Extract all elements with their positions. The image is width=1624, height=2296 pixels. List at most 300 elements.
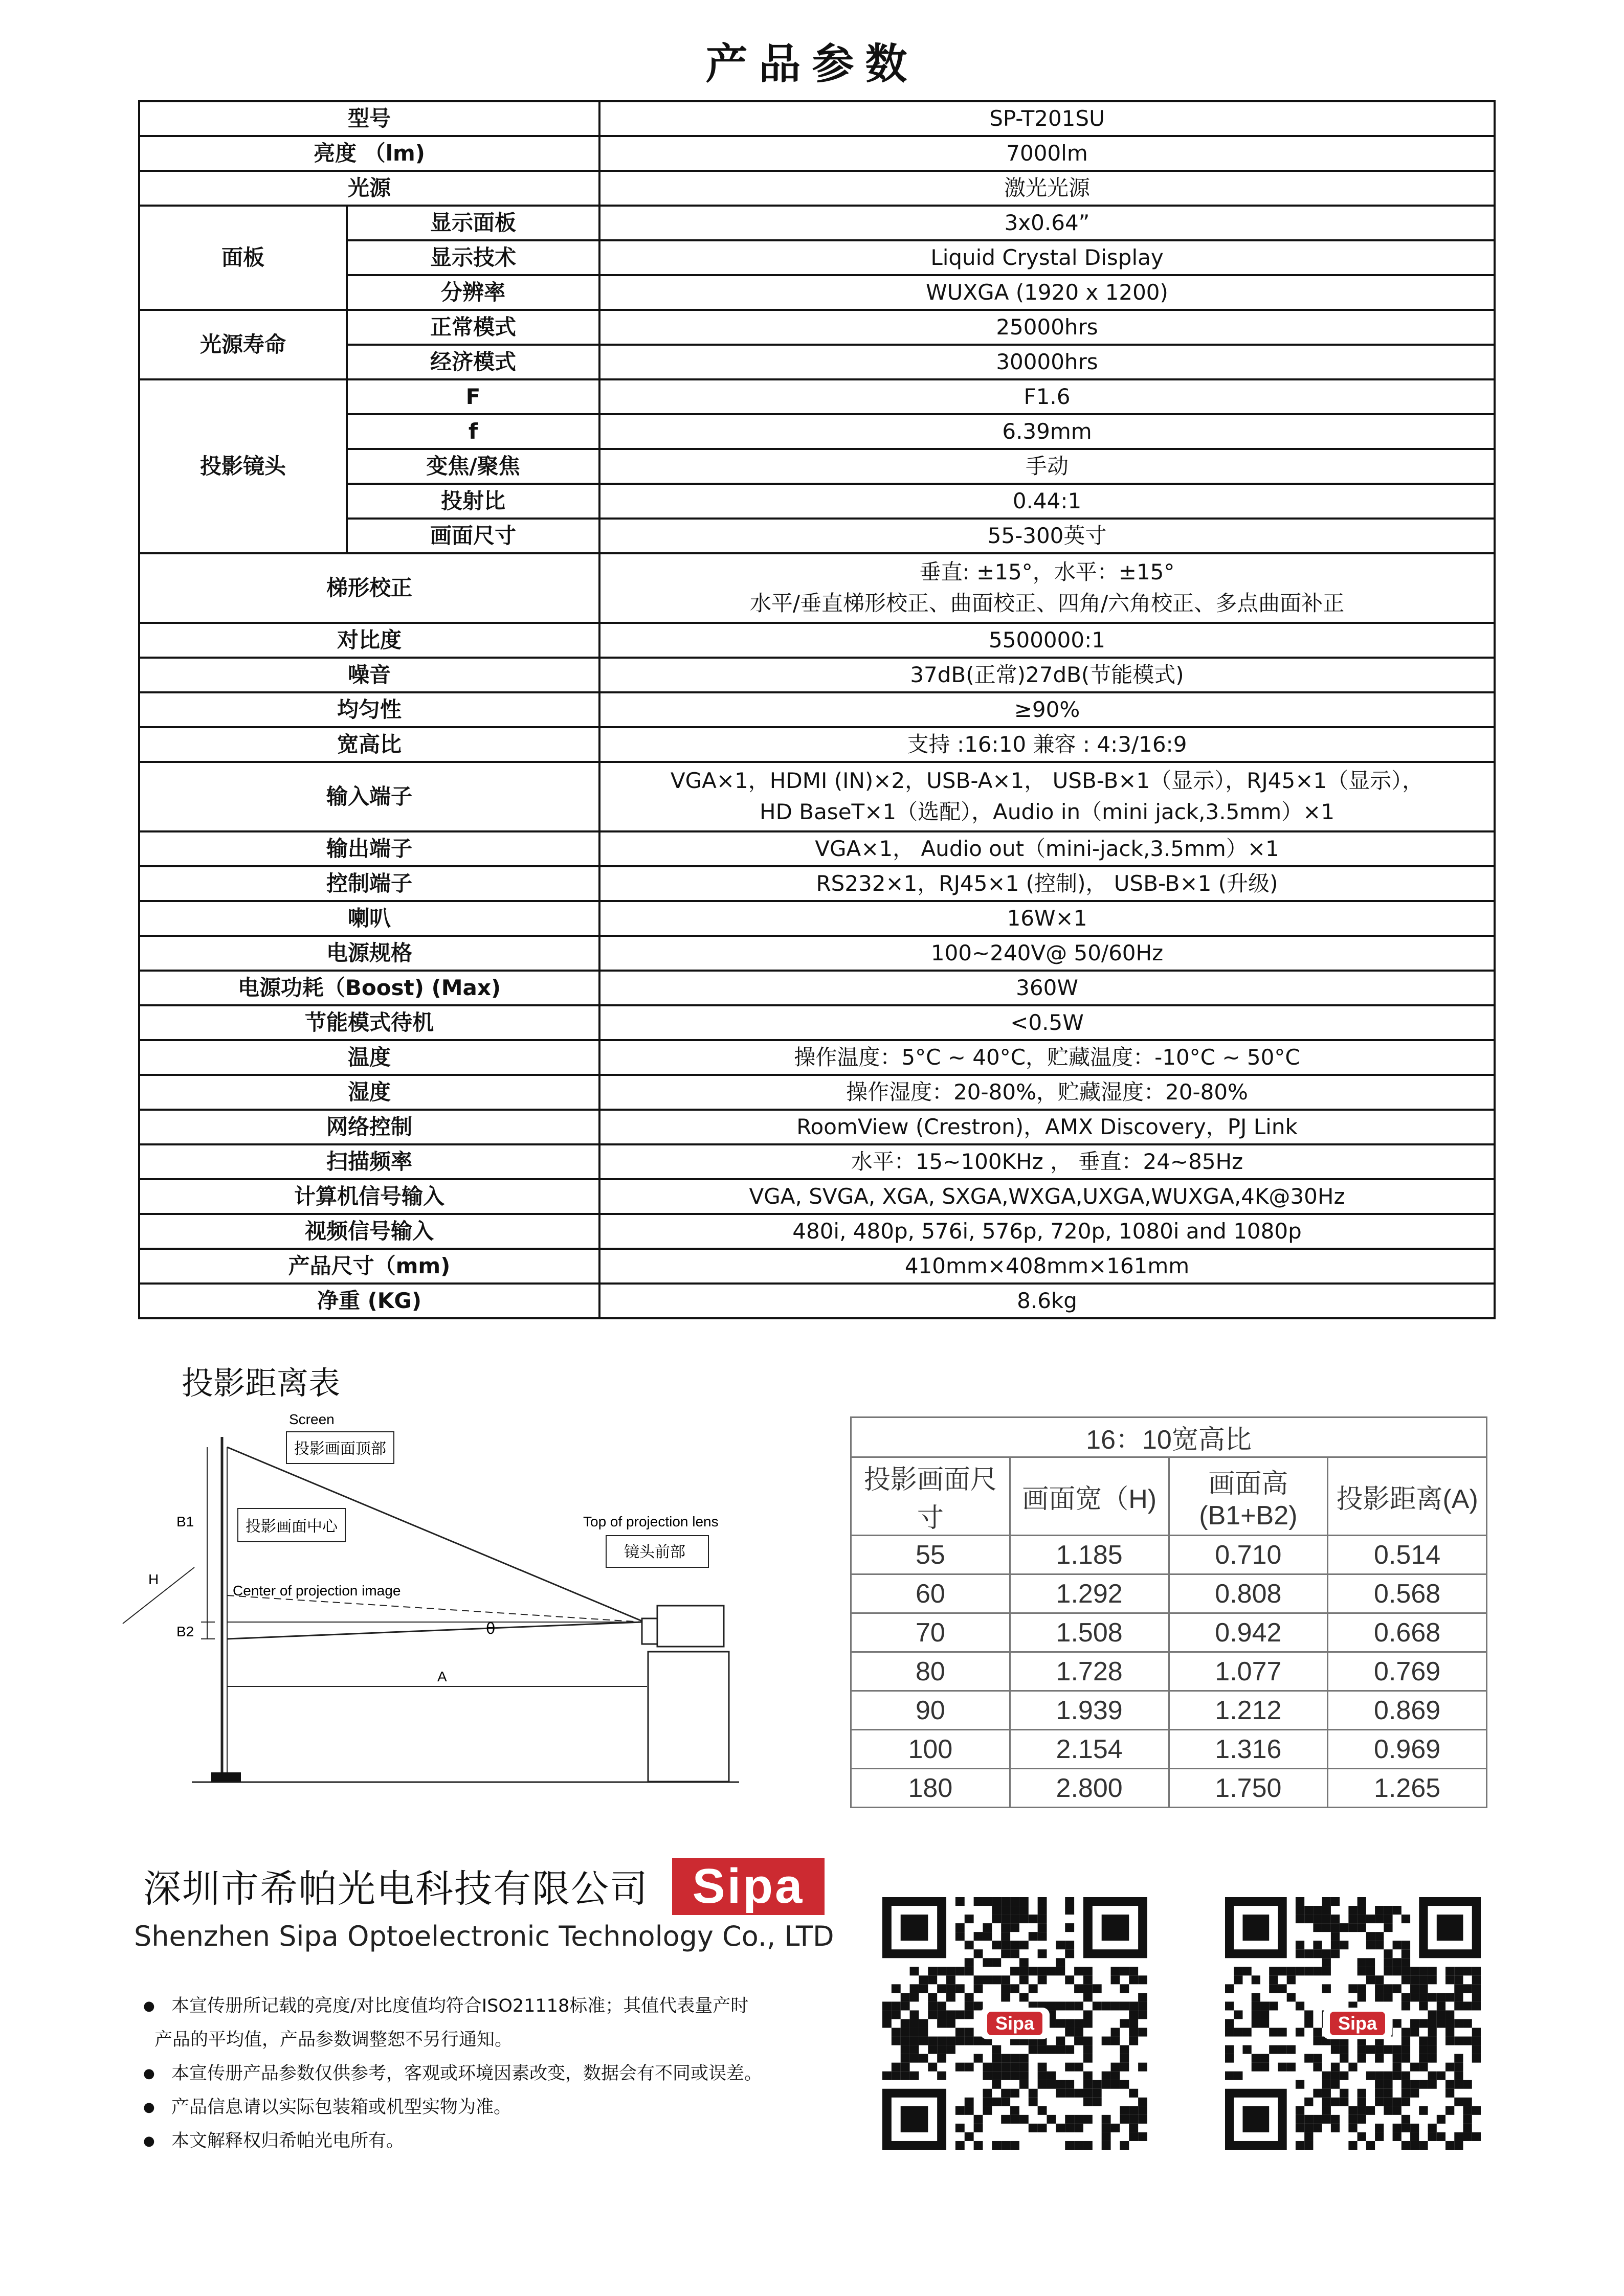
spec-key: 亮度 （lm) — [139, 136, 599, 171]
spec-value: 100~240V@ 50/60Hz — [599, 936, 1495, 971]
qr-module — [1340, 2098, 1348, 2106]
qr-module — [919, 2019, 928, 2028]
qr-module — [1384, 2045, 1392, 2054]
qr-module — [937, 2037, 946, 2045]
qr-module — [1419, 2001, 1428, 2010]
qr-module — [1129, 2132, 1138, 2141]
qr-module — [1313, 2054, 1322, 2063]
qr-module — [1348, 1984, 1357, 1993]
qr-module — [1472, 1993, 1481, 2001]
qr-module — [983, 2089, 992, 2098]
qr-module — [1047, 2001, 1056, 2010]
qr-module — [1384, 1967, 1392, 1975]
spec-key: 温度 — [139, 1040, 599, 1075]
qr-module — [1269, 1984, 1278, 1993]
qr-module — [1322, 1958, 1331, 1967]
qr-module — [1065, 1897, 1074, 1906]
spec-key: 控制端子 — [139, 866, 599, 901]
spec-value: Liquid Crystal Display — [599, 240, 1495, 275]
table-row — [139, 171, 1495, 206]
qr-module — [1348, 2124, 1357, 2132]
table-cell: 1.212 — [1169, 1691, 1328, 1730]
spec-key: 节能模式待机 — [139, 1005, 599, 1040]
qr-module — [992, 1941, 1001, 1949]
table-cell: 1.939 — [1010, 1691, 1169, 1730]
qr-module — [1322, 2080, 1331, 2089]
qr-module — [1454, 2141, 1463, 2150]
qr-module — [1038, 2072, 1047, 2080]
qr-module — [1472, 2037, 1481, 2045]
qr-module — [1472, 2106, 1481, 2115]
qr-module — [1401, 2001, 1410, 2010]
qr-module — [1331, 2115, 1340, 2124]
qr-module — [1463, 2106, 1472, 2115]
qr-module — [1102, 2072, 1111, 2080]
qr-module — [1010, 2063, 1019, 2072]
spec-value: 水平：15~100KHz ， 垂直：24~85Hz — [599, 1144, 1495, 1179]
qr-module — [1065, 2028, 1074, 2037]
spec-key: 显示技术 — [347, 240, 599, 275]
qr-module — [1463, 2115, 1472, 2124]
qr-module — [1437, 1915, 1463, 1941]
qr-module — [955, 2106, 965, 2115]
spec-value: F1.6 — [599, 379, 1495, 414]
qr-module — [892, 2010, 901, 2019]
qr-module — [1445, 2037, 1454, 2045]
qr-module — [1375, 2124, 1384, 2132]
spec-value — [599, 553, 1495, 623]
qr-module — [937, 2045, 946, 2054]
qr-module — [1463, 2019, 1472, 2028]
qr-module — [1358, 2045, 1366, 2054]
qr-module — [1366, 1941, 1375, 1949]
qr-module — [1056, 2001, 1065, 2010]
qr-module — [1019, 1941, 1029, 1949]
table-row — [851, 1574, 1487, 1613]
spec-key: 画面尺寸 — [347, 519, 599, 553]
qr-module — [1120, 2115, 1129, 2124]
qr-module — [1366, 1958, 1375, 1967]
qr-module — [983, 1923, 992, 1932]
qr-module — [1454, 2080, 1463, 2089]
qr-module — [882, 2001, 892, 2010]
qr-module — [992, 1897, 1001, 1906]
qr-module — [1401, 2072, 1410, 2080]
qr-module — [919, 2037, 928, 2045]
spec-value: 410mm×408mm×161mm — [599, 1249, 1495, 1284]
qr-module — [1375, 1915, 1384, 1923]
qr-module — [1010, 1984, 1019, 1993]
qr-module — [1304, 2132, 1313, 2141]
qr-module — [1384, 2106, 1392, 2115]
qr-module — [983, 2098, 992, 2106]
spec-value: 16W×1 — [599, 901, 1495, 936]
table-row — [851, 1417, 1487, 1457]
table-row — [139, 971, 1495, 1005]
qr-module — [1445, 1975, 1454, 1984]
qr-module — [1454, 2063, 1463, 2072]
qr-module — [1260, 2019, 1269, 2028]
qr-code[interactable] — [1225, 1897, 1490, 2150]
table-cell: 0.942 — [1169, 1613, 1328, 1652]
qr-module — [1242, 2028, 1251, 2037]
qr-module — [1038, 1967, 1047, 1975]
qr-module — [1056, 1967, 1065, 1975]
qr-module — [1111, 1975, 1120, 1984]
qr-module — [1340, 2054, 1348, 2063]
qr-module — [919, 2028, 928, 2037]
qr-module — [1260, 2001, 1269, 2010]
spec-value: SP-T201SU — [599, 101, 1495, 136]
qr-module — [1313, 2124, 1322, 2132]
qr-module — [1393, 2098, 1401, 2106]
qr-module — [1375, 2080, 1384, 2089]
qr-module — [1313, 1915, 1322, 1923]
qr-module — [1083, 1984, 1093, 1993]
qr-module — [1120, 2063, 1129, 2072]
qr-module — [1472, 2045, 1481, 2054]
qr-module — [1393, 2124, 1401, 2132]
qr-module — [1437, 2010, 1445, 2019]
qr-module — [955, 2063, 965, 2072]
qr-module — [1065, 1923, 1074, 1932]
qr-module — [1120, 1967, 1129, 1975]
spec-value: 3x0.64” — [599, 206, 1495, 240]
qr-module — [974, 2054, 983, 2063]
qr-module — [1304, 2054, 1313, 2063]
qr-module — [1065, 2141, 1074, 2150]
spec-value-line: HD BaseT×1（选配），Audio in（mini jack,3.5mm）×1 — [759, 799, 1335, 824]
qr-module — [1304, 2115, 1313, 2124]
qr-module — [1401, 1958, 1410, 1967]
qr-module — [1384, 1958, 1392, 1967]
spec-key: 计算机信号输入 — [139, 1179, 599, 1214]
qr-module — [1401, 1949, 1410, 1958]
qr-module — [1102, 2115, 1111, 2124]
qr-module — [1287, 2045, 1296, 2054]
qr-module — [1065, 2063, 1074, 2072]
qr-module — [1401, 1993, 1410, 2001]
qr-module — [1129, 1967, 1138, 1975]
qr-module — [1296, 2106, 1304, 2115]
table-cell: 60 — [851, 1574, 1010, 1613]
spec-value: 操作湿度：20-80%，贮藏湿度：20-80% — [599, 1075, 1495, 1110]
qr-module — [1366, 2072, 1375, 2080]
qr-module — [1252, 2001, 1260, 2010]
qr-module — [1437, 2115, 1445, 2124]
spec-value: 支持 :16:10 兼容 : 4:3/16:9 — [599, 727, 1495, 762]
qr-module — [1366, 2045, 1375, 2054]
qr-module — [882, 2072, 892, 2080]
table-row — [139, 1110, 1495, 1144]
note-item: ● 本文解释权归希帕光电所有。 — [143, 2124, 870, 2158]
qr-module — [1019, 1967, 1029, 1975]
table-row — [139, 727, 1495, 762]
qr-module — [1296, 1941, 1304, 1949]
projection-diagram — [115, 1401, 749, 1800]
table-cell: 80 — [851, 1652, 1010, 1691]
qr-module — [1410, 1993, 1419, 2001]
note-item: ● 本宣传册所记载的亮度/对比度值均符合ISO21118标准；其值代表量产时 — [143, 1989, 870, 2023]
qr-module — [1269, 2028, 1278, 2037]
qr-module — [1340, 1941, 1348, 1949]
qr-module — [1083, 2098, 1093, 2106]
qr-module — [1428, 2045, 1437, 2054]
qr-module — [1419, 2106, 1428, 2115]
qr-module — [1111, 1967, 1120, 1975]
qr-module — [1120, 1984, 1129, 1993]
h-label: H — [148, 1571, 159, 1587]
qr-module — [928, 2045, 937, 2054]
qr-module — [1252, 2054, 1260, 2063]
qr-module — [1393, 2063, 1401, 2072]
qr-module — [1056, 2045, 1065, 2054]
center-label: 投影画面中心 — [246, 1518, 338, 1536]
table-cell: 2.800 — [1010, 1769, 1169, 1808]
qr-module — [1384, 2080, 1392, 2089]
qr-code[interactable] — [882, 1897, 1147, 2150]
qr-module — [1029, 1967, 1038, 1975]
qr-module — [965, 1958, 974, 1967]
projector-lens — [642, 1618, 657, 1644]
lens-label-en: Top of projection lens — [583, 1514, 719, 1529]
qr-module — [992, 1906, 1001, 1915]
qr-module — [1428, 2072, 1437, 2080]
table-row — [139, 762, 1495, 831]
qr-module — [1093, 2098, 1102, 2106]
qr-module — [901, 2054, 910, 2063]
qr-module — [1454, 1975, 1463, 1984]
qr-module — [1138, 1975, 1147, 1984]
qr-module — [1304, 1906, 1313, 1915]
table-cell: 70 — [851, 1613, 1010, 1652]
qr-module — [1304, 2098, 1313, 2106]
note-item: ● 产品信息请以实际包装箱或机型实物为准。 — [143, 2090, 870, 2124]
qr-module — [1445, 2141, 1454, 2150]
qr-module — [1234, 2010, 1242, 2019]
qr-module — [983, 1958, 992, 1967]
qr-module — [1038, 2080, 1047, 2089]
qr-module — [1428, 2124, 1437, 2132]
table-cell: 0.769 — [1328, 1652, 1487, 1691]
spec-key: 扫描频率 — [139, 1144, 599, 1179]
qr-module — [1083, 2072, 1093, 2080]
qr-module — [901, 1993, 910, 2001]
spec-key: 经济模式 — [347, 345, 599, 379]
spec-key: 光源 — [139, 171, 599, 206]
qr-module — [1445, 2080, 1454, 2089]
qr-module — [1419, 1993, 1428, 2001]
qr-module — [1111, 2001, 1120, 2010]
qr-module — [1375, 2089, 1384, 2098]
qr-module — [974, 2115, 983, 2124]
qr-module — [928, 2010, 937, 2019]
qr-module — [892, 2001, 901, 2010]
qr-module — [1384, 1923, 1392, 1932]
qr-module — [1331, 1915, 1340, 1923]
qr-module — [1331, 2098, 1340, 2106]
qr-module — [1331, 1941, 1340, 1949]
table-cell: 1.508 — [1010, 1613, 1169, 1652]
qr-module — [1296, 2080, 1304, 2089]
column-header: 画面宽（H) — [1010, 1457, 1169, 1536]
qr-module — [1313, 1941, 1322, 1949]
qr-module — [910, 1984, 919, 1993]
table-row — [139, 379, 1495, 414]
qr-module — [946, 2037, 955, 2045]
qr-module — [1419, 1975, 1428, 1984]
center-label-en: Center of projection image — [233, 1583, 401, 1599]
qr-module — [1322, 1915, 1331, 1923]
spec-value: 55-300英寸 — [599, 519, 1495, 553]
qr-module — [1120, 2054, 1129, 2063]
qr-module — [974, 1932, 983, 1941]
spec-key: F — [347, 379, 599, 414]
table-row — [851, 1769, 1487, 1808]
qr-module — [1038, 1949, 1047, 1958]
qr-module — [1340, 2089, 1348, 2098]
qr-module — [965, 2037, 974, 2045]
qr-module — [1029, 1915, 1038, 1923]
spec-key: 投射比 — [347, 484, 599, 519]
qr-module — [1419, 2063, 1428, 2072]
qr-module — [1445, 2089, 1454, 2098]
qr-module — [974, 2141, 983, 2150]
table-cell: 100 — [851, 1730, 1010, 1769]
qr-module — [1047, 2045, 1056, 2054]
qr-module — [1331, 1949, 1340, 1958]
qr-module — [1019, 1993, 1029, 2001]
qr-module — [910, 2010, 919, 2019]
qr-module — [1375, 2098, 1384, 2106]
qr-module — [1269, 2045, 1278, 2054]
qr-module — [901, 2106, 928, 2132]
qr-module — [1454, 2001, 1463, 2010]
qr-module — [1065, 2124, 1074, 2132]
qr-module — [1393, 1984, 1401, 1993]
qr-module — [1410, 2089, 1419, 2098]
qr-module — [1428, 2132, 1437, 2141]
qr-module — [1093, 2089, 1102, 2098]
qr-module — [910, 2054, 919, 2063]
qr-module — [1472, 2028, 1481, 2037]
table-row — [139, 1214, 1495, 1249]
qr-module — [901, 2019, 910, 2028]
qr-module — [1278, 2063, 1286, 2072]
qr-module — [1065, 1906, 1074, 1915]
qr-module — [1010, 2106, 1019, 2115]
spec-key: 输入端子 — [139, 762, 599, 831]
qr-module — [1401, 2124, 1410, 2132]
spec-group: 面板 — [139, 206, 347, 310]
qr-module — [1269, 2001, 1278, 2010]
lens-label: 镜头前部 — [624, 1543, 685, 1561]
qr-module — [1269, 1967, 1278, 1975]
qr-module — [1384, 1984, 1392, 1993]
diagram-title: 投影距离表 — [182, 1364, 341, 1402]
qr-module — [1029, 2089, 1038, 2098]
qr-module — [1029, 2124, 1038, 2132]
qr-module — [1129, 2124, 1138, 2132]
qr-module — [1001, 1897, 1010, 1906]
qr-module — [1393, 2045, 1401, 2054]
qr-module — [1401, 2098, 1410, 2106]
qr-module — [1234, 2028, 1242, 2037]
qr-module — [937, 2001, 946, 2010]
table-row — [139, 1144, 1495, 1179]
disclaimer-notes — [143, 1989, 870, 2158]
qr-module — [1322, 1949, 1331, 1958]
qr-module — [1296, 2124, 1304, 2132]
qr-module — [910, 2028, 919, 2037]
table-cell: 0.514 — [1328, 1536, 1487, 1574]
qr-module — [1234, 1967, 1242, 1975]
qr-module — [1047, 2072, 1056, 2080]
qr-module — [1129, 2037, 1138, 2045]
qr-module — [1419, 1984, 1428, 1993]
qr-module — [1102, 2080, 1111, 2089]
qr-module — [1463, 2080, 1472, 2089]
qr-logo — [1323, 2008, 1392, 2039]
qr-module — [1472, 2132, 1481, 2141]
qr-module — [1010, 2054, 1019, 2063]
qr-module — [919, 2054, 928, 2063]
qr-module — [992, 1958, 1001, 1967]
spec-value: 480i, 480p, 576i, 576p, 720p, 1080i and 1080p — [599, 1214, 1495, 1249]
company-name-cn: 深圳市希帕光电科技有限公司 — [143, 1867, 649, 1911]
spec-value: 手动 — [599, 449, 1495, 484]
qr-module — [1313, 2028, 1322, 2037]
qr-module — [1038, 1915, 1047, 1923]
column-header: 画面高(B1+B2) — [1169, 1457, 1328, 1536]
a-label: A — [437, 1669, 447, 1684]
qr-module — [928, 1975, 937, 1984]
qr-module — [1074, 1967, 1083, 1975]
qr-module — [910, 2037, 919, 2045]
qr-module — [1102, 2141, 1111, 2150]
qr-module — [1304, 1949, 1313, 1958]
table-row — [139, 1005, 1495, 1040]
qr-module — [974, 1949, 983, 1958]
qr-module — [983, 2106, 992, 2115]
qr-module — [992, 2045, 1001, 2054]
qr-module — [937, 1984, 946, 1993]
qr-module — [1358, 2089, 1366, 2098]
qr-module — [1313, 2063, 1322, 2072]
qr-module — [1366, 1975, 1375, 1984]
spec-value-line: 垂直: ±15°，水平：±15° — [919, 559, 1175, 585]
spec-key: 分辨率 — [347, 275, 599, 310]
spec-value: 25000hrs — [599, 310, 1495, 345]
qr-module — [1252, 1975, 1260, 1984]
qr-module — [1065, 2115, 1074, 2124]
qr-module — [1056, 2080, 1065, 2089]
spec-key: 网络控制 — [139, 1110, 599, 1144]
qr-module — [1410, 2141, 1419, 2150]
qr-module — [1001, 2089, 1010, 2098]
qr-module — [1472, 1967, 1481, 1975]
qr-module — [1384, 2072, 1392, 2080]
qr-module — [955, 1897, 965, 1906]
qr-module — [1278, 2028, 1286, 2037]
qr-module — [1384, 1906, 1392, 1915]
qr-module — [1019, 2072, 1029, 2080]
qr-module — [1375, 1906, 1384, 1915]
spec-key: 电源功耗（Boost) (Max) — [139, 971, 599, 1005]
qr-module — [1296, 1915, 1304, 1923]
spec-value — [599, 762, 1495, 831]
qr-module — [1065, 2080, 1074, 2089]
